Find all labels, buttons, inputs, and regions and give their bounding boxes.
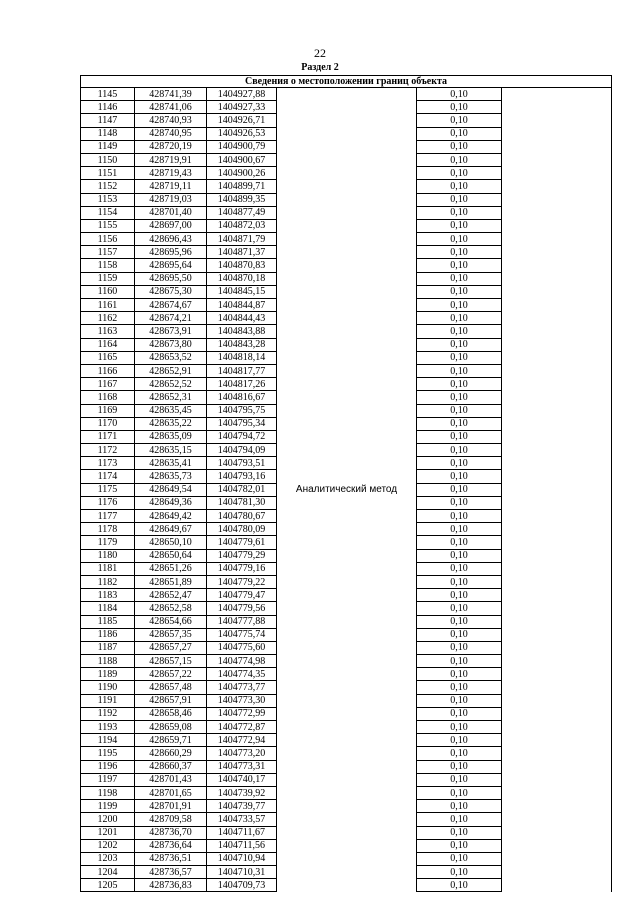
point-number: 1205 (81, 879, 135, 892)
x-coordinate: 428740,93 (135, 114, 207, 127)
accuracy-value: 0,10 (417, 180, 502, 193)
x-coordinate: 428719,43 (135, 167, 207, 180)
y-coordinate: 1404777,88 (207, 615, 277, 628)
y-coordinate: 1404733,57 (207, 813, 277, 826)
accuracy-value: 0,10 (417, 562, 502, 575)
x-coordinate: 428651,26 (135, 562, 207, 575)
y-coordinate: 1404780,09 (207, 523, 277, 536)
x-coordinate: 428635,09 (135, 430, 207, 443)
accuracy-value: 0,10 (417, 773, 502, 786)
accuracy-value: 0,10 (417, 747, 502, 760)
accuracy-value: 0,10 (417, 338, 502, 351)
x-coordinate: 428635,45 (135, 404, 207, 417)
point-number: 1156 (81, 233, 135, 246)
point-number: 1162 (81, 312, 135, 325)
section-title: Раздел 2 (301, 62, 339, 73)
x-coordinate: 428673,80 (135, 338, 207, 351)
x-coordinate: 428741,06 (135, 101, 207, 114)
x-coordinate: 428674,67 (135, 299, 207, 312)
accuracy-value: 0,10 (417, 285, 502, 298)
point-number: 1188 (81, 655, 135, 668)
y-coordinate: 1404843,28 (207, 338, 277, 351)
x-coordinate: 428657,91 (135, 694, 207, 707)
x-coordinate: 428660,37 (135, 760, 207, 773)
point-number: 1197 (81, 773, 135, 786)
x-coordinate: 428709,58 (135, 813, 207, 826)
y-coordinate: 1404779,56 (207, 602, 277, 615)
point-number: 1157 (81, 246, 135, 259)
point-number: 1148 (81, 127, 135, 140)
accuracy-value: 0,10 (417, 364, 502, 377)
point-number: 1172 (81, 444, 135, 457)
point-number: 1199 (81, 800, 135, 813)
point-number: 1146 (81, 101, 135, 114)
coordinates-table (80, 75, 612, 892)
y-coordinate: 1404793,16 (207, 470, 277, 483)
accuracy-value: 0,10 (417, 536, 502, 549)
x-coordinate: 428652,47 (135, 589, 207, 602)
y-coordinate: 1404774,35 (207, 668, 277, 681)
x-coordinate: 428697,00 (135, 219, 207, 232)
accuracy-value: 0,10 (417, 246, 502, 259)
x-coordinate: 428657,27 (135, 641, 207, 654)
point-number: 1184 (81, 602, 135, 615)
x-coordinate: 428695,96 (135, 246, 207, 259)
accuracy-value: 0,10 (417, 219, 502, 232)
x-coordinate: 428654,66 (135, 615, 207, 628)
point-number: 1168 (81, 391, 135, 404)
point-number: 1171 (81, 430, 135, 443)
point-number: 1181 (81, 562, 135, 575)
accuracy-value: 0,10 (417, 615, 502, 628)
y-coordinate: 1404870,83 (207, 259, 277, 272)
x-coordinate: 428740,95 (135, 127, 207, 140)
accuracy-value: 0,10 (417, 312, 502, 325)
point-number: 1152 (81, 180, 135, 193)
x-coordinate: 428658,46 (135, 707, 207, 720)
accuracy-value: 0,10 (417, 800, 502, 813)
x-coordinate: 428659,71 (135, 734, 207, 747)
accuracy-value: 0,10 (417, 325, 502, 338)
x-coordinate: 428701,91 (135, 800, 207, 813)
accuracy-value: 0,10 (417, 272, 502, 285)
x-coordinate: 428635,41 (135, 457, 207, 470)
point-number: 1175 (81, 483, 135, 496)
y-coordinate: 1404779,22 (207, 575, 277, 588)
point-number: 1149 (81, 140, 135, 153)
accuracy-value: 0,10 (417, 496, 502, 509)
point-number: 1150 (81, 153, 135, 166)
y-coordinate: 1404900,79 (207, 140, 277, 153)
accuracy-value: 0,10 (417, 430, 502, 443)
accuracy-value: 0,10 (417, 378, 502, 391)
point-number: 1160 (81, 285, 135, 298)
point-number: 1196 (81, 760, 135, 773)
point-number: 1204 (81, 866, 135, 879)
x-coordinate: 428649,54 (135, 483, 207, 496)
accuracy-value: 0,10 (417, 114, 502, 127)
accuracy-value: 0,10 (417, 206, 502, 219)
accuracy-value: 0,10 (417, 721, 502, 734)
accuracy-value: 0,10 (417, 167, 502, 180)
x-coordinate: 428673,91 (135, 325, 207, 338)
y-coordinate: 1404871,79 (207, 233, 277, 246)
x-coordinate: 428675,30 (135, 285, 207, 298)
y-coordinate: 1404899,35 (207, 193, 277, 206)
point-number: 1186 (81, 628, 135, 641)
point-number: 1198 (81, 786, 135, 799)
point-number: 1202 (81, 839, 135, 852)
x-coordinate: 428736,51 (135, 852, 207, 865)
point-number: 1178 (81, 523, 135, 536)
accuracy-value: 0,10 (417, 417, 502, 430)
accuracy-value: 0,10 (417, 734, 502, 747)
y-coordinate: 1404739,77 (207, 800, 277, 813)
accuracy-value: 0,10 (417, 233, 502, 246)
accuracy-value: 0,10 (417, 404, 502, 417)
accuracy-value: 0,10 (417, 457, 502, 470)
accuracy-value: 0,10 (417, 101, 502, 114)
x-coordinate: 428657,48 (135, 681, 207, 694)
accuracy-value: 0,10 (417, 852, 502, 865)
accuracy-value: 0,10 (417, 866, 502, 879)
x-coordinate: 428657,35 (135, 628, 207, 641)
y-coordinate: 1404926,71 (207, 114, 277, 127)
x-coordinate: 428659,08 (135, 721, 207, 734)
point-number: 1154 (81, 206, 135, 219)
point-number: 1165 (81, 351, 135, 364)
x-coordinate: 428736,64 (135, 839, 207, 852)
accuracy-value: 0,10 (417, 760, 502, 773)
description-cell (502, 88, 612, 892)
y-coordinate: 1404710,94 (207, 852, 277, 865)
point-number: 1169 (81, 404, 135, 417)
point-number: 1147 (81, 114, 135, 127)
y-coordinate: 1404775,60 (207, 641, 277, 654)
accuracy-value: 0,10 (417, 470, 502, 483)
accuracy-value: 0,10 (417, 839, 502, 852)
x-coordinate: 428652,31 (135, 391, 207, 404)
accuracy-value: 0,10 (417, 879, 502, 892)
y-coordinate: 1404795,75 (207, 404, 277, 417)
point-number: 1193 (81, 721, 135, 734)
accuracy-value: 0,10 (417, 259, 502, 272)
y-coordinate: 1404773,20 (207, 747, 277, 760)
accuracy-value: 0,10 (417, 299, 502, 312)
point-number: 1185 (81, 615, 135, 628)
x-coordinate: 428657,22 (135, 668, 207, 681)
y-coordinate: 1404711,56 (207, 839, 277, 852)
x-coordinate: 428649,67 (135, 523, 207, 536)
x-coordinate: 428652,52 (135, 378, 207, 391)
y-coordinate: 1404927,33 (207, 101, 277, 114)
y-coordinate: 1404780,67 (207, 510, 277, 523)
y-coordinate: 1404927,88 (207, 88, 277, 101)
accuracy-value: 0,10 (417, 549, 502, 562)
point-number: 1176 (81, 496, 135, 509)
y-coordinate: 1404870,18 (207, 272, 277, 285)
y-coordinate: 1404900,67 (207, 153, 277, 166)
x-coordinate: 428650,64 (135, 549, 207, 562)
y-coordinate: 1404793,51 (207, 457, 277, 470)
accuracy-value: 0,10 (417, 694, 502, 707)
y-coordinate: 1404817,77 (207, 364, 277, 377)
y-coordinate: 1404818,14 (207, 351, 277, 364)
accuracy-value: 0,10 (417, 140, 502, 153)
y-coordinate: 1404899,71 (207, 180, 277, 193)
y-coordinate: 1404773,31 (207, 760, 277, 773)
y-coordinate: 1404900,26 (207, 167, 277, 180)
x-coordinate: 428736,57 (135, 866, 207, 879)
point-number: 1161 (81, 299, 135, 312)
x-coordinate: 428701,40 (135, 206, 207, 219)
point-number: 1203 (81, 852, 135, 865)
y-coordinate: 1404816,67 (207, 391, 277, 404)
point-number: 1177 (81, 510, 135, 523)
x-coordinate: 428649,42 (135, 510, 207, 523)
accuracy-value: 0,10 (417, 589, 502, 602)
accuracy-value: 0,10 (417, 813, 502, 826)
point-number: 1183 (81, 589, 135, 602)
x-coordinate: 428650,10 (135, 536, 207, 549)
accuracy-value: 0,10 (417, 127, 502, 140)
point-number: 1194 (81, 734, 135, 747)
accuracy-value: 0,10 (417, 786, 502, 799)
x-coordinate: 428736,70 (135, 826, 207, 839)
y-coordinate: 1404709,73 (207, 879, 277, 892)
y-coordinate: 1404926,53 (207, 127, 277, 140)
accuracy-value: 0,10 (417, 510, 502, 523)
point-number: 1170 (81, 417, 135, 430)
accuracy-value: 0,10 (417, 193, 502, 206)
point-number: 1200 (81, 813, 135, 826)
accuracy-value: 0,10 (417, 707, 502, 720)
table-header-row (81, 76, 612, 88)
y-coordinate: 1404781,30 (207, 496, 277, 509)
accuracy-value: 0,10 (417, 655, 502, 668)
y-coordinate: 1404773,77 (207, 681, 277, 694)
point-number: 1180 (81, 549, 135, 562)
table-row (81, 88, 612, 101)
point-number: 1145 (81, 88, 135, 101)
y-coordinate: 1404772,94 (207, 734, 277, 747)
y-coordinate: 1404817,26 (207, 378, 277, 391)
x-coordinate: 428701,43 (135, 773, 207, 786)
y-coordinate: 1404871,37 (207, 246, 277, 259)
x-coordinate: 428736,83 (135, 879, 207, 892)
accuracy-value: 0,10 (417, 483, 502, 496)
point-number: 1173 (81, 457, 135, 470)
x-coordinate: 428652,91 (135, 364, 207, 377)
accuracy-value: 0,10 (417, 575, 502, 588)
x-coordinate: 428696,43 (135, 233, 207, 246)
y-coordinate: 1404711,67 (207, 826, 277, 839)
y-coordinate: 1404779,29 (207, 549, 277, 562)
y-coordinate: 1404779,16 (207, 562, 277, 575)
x-coordinate: 428660,29 (135, 747, 207, 760)
y-coordinate: 1404779,47 (207, 589, 277, 602)
x-coordinate: 428635,22 (135, 417, 207, 430)
y-coordinate: 1404772,99 (207, 707, 277, 720)
y-coordinate: 1404773,30 (207, 694, 277, 707)
y-coordinate: 1404782,01 (207, 483, 277, 496)
y-coordinate: 1404872,03 (207, 219, 277, 232)
point-number: 1159 (81, 272, 135, 285)
point-number: 1151 (81, 167, 135, 180)
method-cell: Аналитический метод (277, 88, 417, 892)
page-number: 22 (314, 46, 326, 60)
point-number: 1201 (81, 826, 135, 839)
x-coordinate: 428695,50 (135, 272, 207, 285)
accuracy-value: 0,10 (417, 641, 502, 654)
accuracy-value: 0,10 (417, 153, 502, 166)
x-coordinate: 428719,91 (135, 153, 207, 166)
y-coordinate: 1404740,17 (207, 773, 277, 786)
x-coordinate: 428652,58 (135, 602, 207, 615)
point-number: 1179 (81, 536, 135, 549)
accuracy-value: 0,10 (417, 826, 502, 839)
point-number: 1163 (81, 325, 135, 338)
y-coordinate: 1404779,61 (207, 536, 277, 549)
point-number: 1191 (81, 694, 135, 707)
y-coordinate: 1404795,34 (207, 417, 277, 430)
point-number: 1192 (81, 707, 135, 720)
y-coordinate: 1404844,43 (207, 312, 277, 325)
x-coordinate: 428651,89 (135, 575, 207, 588)
y-coordinate: 1404844,87 (207, 299, 277, 312)
x-coordinate: 428741,39 (135, 88, 207, 101)
accuracy-value: 0,10 (417, 444, 502, 457)
x-coordinate: 428657,15 (135, 655, 207, 668)
y-coordinate: 1404710,31 (207, 866, 277, 879)
point-number: 1155 (81, 219, 135, 232)
x-coordinate: 428635,15 (135, 444, 207, 457)
y-coordinate: 1404775,74 (207, 628, 277, 641)
y-coordinate: 1404845,15 (207, 285, 277, 298)
accuracy-value: 0,10 (417, 668, 502, 681)
accuracy-value: 0,10 (417, 628, 502, 641)
accuracy-value: 0,10 (417, 88, 502, 101)
y-coordinate: 1404772,87 (207, 721, 277, 734)
point-number: 1189 (81, 668, 135, 681)
x-coordinate: 428720,19 (135, 140, 207, 153)
accuracy-value: 0,10 (417, 602, 502, 615)
x-coordinate: 428701,65 (135, 786, 207, 799)
point-number: 1158 (81, 259, 135, 272)
point-number: 1187 (81, 641, 135, 654)
point-number: 1195 (81, 747, 135, 760)
table-header: Сведения о местоположении границ объекта (81, 76, 612, 88)
point-number: 1182 (81, 575, 135, 588)
y-coordinate: 1404843,88 (207, 325, 277, 338)
accuracy-value: 0,10 (417, 391, 502, 404)
point-number: 1190 (81, 681, 135, 694)
point-number: 1174 (81, 470, 135, 483)
y-coordinate: 1404794,72 (207, 430, 277, 443)
accuracy-value: 0,10 (417, 523, 502, 536)
y-coordinate: 1404739,92 (207, 786, 277, 799)
x-coordinate: 428635,73 (135, 470, 207, 483)
point-number: 1166 (81, 364, 135, 377)
y-coordinate: 1404877,49 (207, 206, 277, 219)
y-coordinate: 1404774,98 (207, 655, 277, 668)
point-number: 1164 (81, 338, 135, 351)
x-coordinate: 428719,03 (135, 193, 207, 206)
y-coordinate: 1404794,09 (207, 444, 277, 457)
point-number: 1153 (81, 193, 135, 206)
x-coordinate: 428695,64 (135, 259, 207, 272)
x-coordinate: 428674,21 (135, 312, 207, 325)
x-coordinate: 428719,11 (135, 180, 207, 193)
x-coordinate: 428653,52 (135, 351, 207, 364)
point-number: 1167 (81, 378, 135, 391)
accuracy-value: 0,10 (417, 681, 502, 694)
accuracy-value: 0,10 (417, 351, 502, 364)
x-coordinate: 428649,36 (135, 496, 207, 509)
